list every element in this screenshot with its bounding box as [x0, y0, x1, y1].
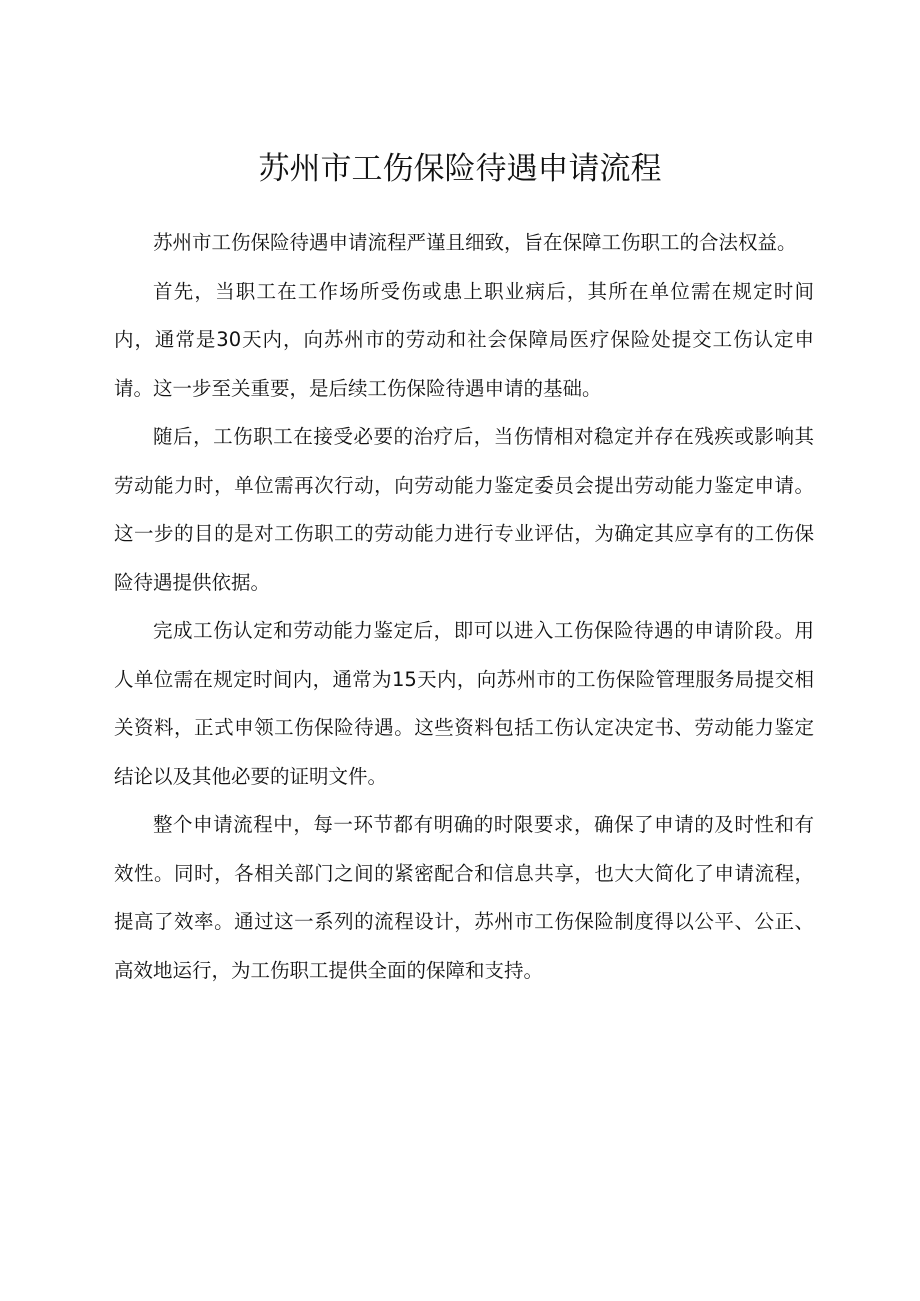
- document-body: [114, 219, 814, 995]
- paragraph-injury-recognition: 首先，当职工在工作场所受伤或患上职业病后，其所在单位需在规定时间内，通常是30天内，向苏州市的劳动和社会保障局医疗保险处提交工伤认定申请。这一步至关重要，是后续工伤保险待遇申请的基础。: [114, 279, 814, 400]
- paragraph-capacity-appraisal: 随后，工伤职工在接受必要的治疗后，当伤情相对稳定并存在残疾或影响其劳动能力时，单位需再次行动，向劳动能力鉴定委员会提出劳动能力鉴定申请。这一步的目的是对工伤职工的劳动能力进行专业评估，为确定其应享有的工伤保险待遇提供依据。: [114, 425, 814, 594]
- paragraph-benefit-application: 完成工伤认定和劳动能力鉴定后，即可以进入工伤保险待遇的申请阶段。用人单位需在规定时间内，通常为15天内，向苏州市的工伤保险管理服务局提交相关资料，正式申领工伤保险待遇。这些资料包括工伤认定决定书、劳动能力鉴定结论以及其他必要的证明文件。: [114, 619, 814, 788]
- paragraph-intro: 苏州市工伤保险待遇申请流程严谨且细致，旨在保障工伤职工的合法权益。: [153, 231, 797, 254]
- page-title: 苏州市工伤保险待遇申请流程: [258, 150, 662, 187]
- paragraph-conclusion: 整个申请流程中，每一环节都有明确的时限要求，确保了申请的及时性和有效性。同时，各相关部门之间的紧密配合和信息共享，也大大简化了申请流程，提高了效率。通过这一系列的流程设计，苏州市工伤保险制度得以公平、公正、高效地运行，为工伤职工提供全面的保障和支持。: [114, 813, 814, 982]
